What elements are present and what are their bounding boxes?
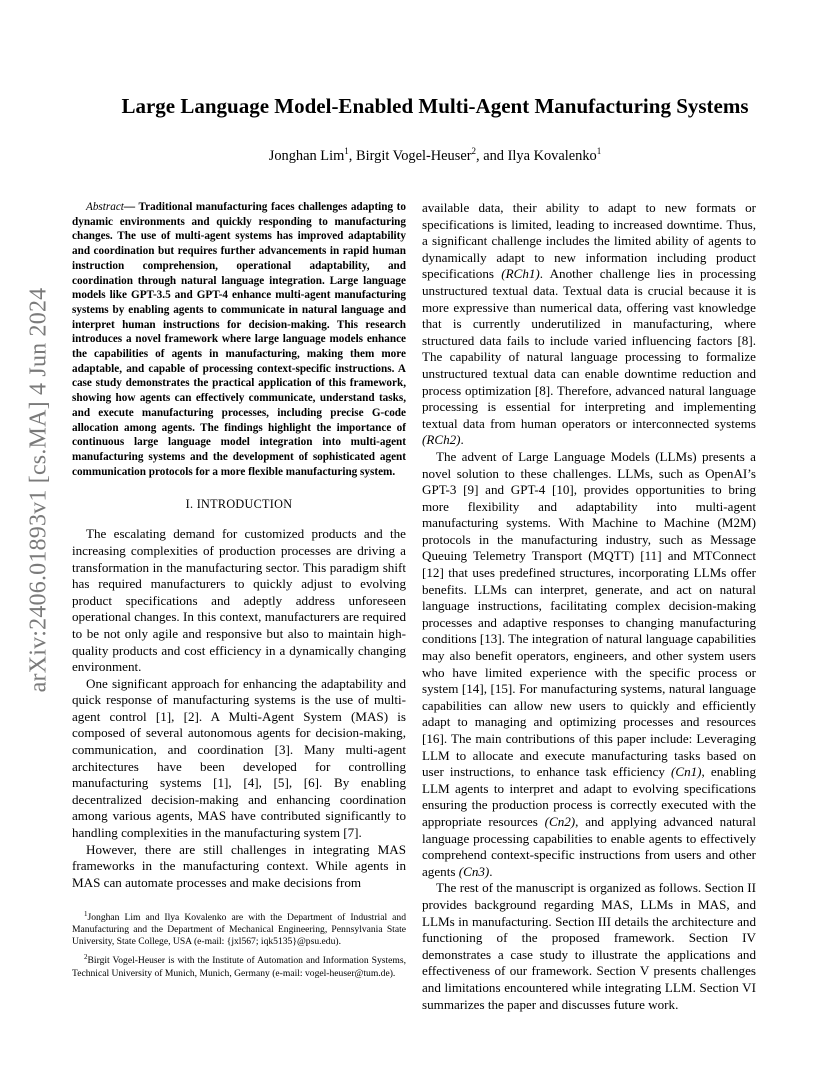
text-run: available data, their ability to adapt to new formats or specifications is limited, leading to increased downtime. Thus, a significant challenge includes the limited ability of agents to dynamically adapt to new information including product specifications [422, 200, 756, 282]
section-title-initial: I [196, 497, 202, 512]
author-name: Jonghan Lim [268, 147, 345, 164]
text-run: , enabling LLM agents to interpret and adapt to evolving specifications ensuring the production process is correctly executed with the appropriate resources [422, 764, 756, 829]
footnote-mark: 2 [84, 953, 88, 962]
text-run: . Another challenge lies in processing unstructured textual data. Textual data is crucial because it is more expressive than numerical data, offering vast knowledge that is currently underutilized in manufacturing, where structured data fails to include varied influencing factors [8]. The capability of natural language processing to formalize unstructured textual data can enable downtime reduction and process optimization [8]. Therefore, advanced natural language processing is essential for interpreting and implementing textual data from human operators or interconnected systems [422, 266, 757, 431]
paragraph: The rest of the manuscript is organized as follows. Section II provides background regarding MAS, LLMs in MAS, and LLMs in manufacturing. Section III details the architecture and functioning of the proposed framework. Section IV demonstrates a case study to illustrate the applications and effectiveness of our framework. Section V presents challenges and limitations encountered while integrating LLM. Section VI summarizes the paper and discusses future work. [422, 880, 756, 1012]
contribution-ref: (Cn3) [458, 863, 490, 879]
right-column [422, 200, 756, 1013]
arxiv-identifier [24, 287, 54, 693]
author-affiliation-mark: 1 [596, 146, 602, 156]
author-name: Birgit Vogel-Heuser [356, 147, 472, 164]
author-affiliation-mark: 1 [344, 146, 349, 156]
section-heading-introduction [72, 497, 406, 512]
abstract-label: Abstract [86, 201, 124, 213]
author-list [70, 146, 800, 165]
paragraph: However, there are still challenges in integrating MAS frameworks in the manufacturing context. While agents in MAS can automate processes and make decisions from [72, 841, 406, 890]
author-separator: , and [476, 147, 508, 164]
paper-title: Large Language Model-Enabled Multi-Agent Manufacturing Systems [121, 94, 749, 118]
footnote [72, 951, 406, 979]
paragraph: One significant approach for enhancing the adaptability and quick response of manufacturing systems is the use of multi-agent control [1], [2]. A Multi-Agent System (MAS) is composed of several autonomous agents for decision-making, communication, and coordination [3]. Many multi-agent architectures have been developed for controlling manufacturing systems [1], [4], [5], [6]. By enabling decentralized decision-making and enhancing coordination among various agents, MAS have contributed significantly to handling complexities in the manufacturing system [7]. [72, 675, 406, 841]
contribution-ref: (Cn1) [670, 764, 702, 780]
author-affiliation-mark: 2 [471, 146, 477, 156]
paragraph [422, 449, 756, 880]
arxiv-identifier-text: arXiv:2406.01893v1 [cs.MA] 4 Jun 2024 [25, 287, 52, 693]
left-column [72, 200, 406, 891]
author-separator: , [348, 147, 356, 164]
paragraph: The escalating demand for customized products and the increasing complexities of production processes are driving a transformation in the manufacturing sector. This paradigm shift has required manufacturers to quickly adjust to evolving product specifications and adeptly address unforeseen operational changes. In this context, manufacturers are required to be not only agile and responsive but also to maintain high-quality products and cost efficiency in a dynamically changing environment. [72, 526, 406, 675]
text-run: The advent of Large Language Models (LLMs) presents a novel solution to these challenges. LLMs, such as OpenAI’s GPT-3 [9] and GPT-4 [10], provides opportunities to bring more flexibility and adaptability into multi-agent manufacturing systems. With Machine to Machine (M2M) protocols in the manufacturing industry, such as Message Queuing Telemetry Transport (MQTT) [11] and MTConnect [12] that uses predefined structures, incorporating LLMs offer benefits. LLMs can interpret, generate, and act on natural language instructions, facilitating complex decision-making processes and adaptive responses to changing manufacturing conditions [13]. The integration of natural language capabilities may also benefit operators, engineers, and other system users who have limited experience with the specific process or system [14], [15]. For manufacturing systems, natural language capabilities can allow new users to quickly and efficiently adapt to managing and optimizing processes and resources [16]. The main contributions of this paper include: Leveraging LLM to allocate and execute manufacturing tasks based on user instructions, to enhance task efficiency [422, 448, 756, 780]
footnote-text: Birgit Vogel-Heuser is with the Institute of Automation and Information Systems, Technical University of Munich, Munich, Germany (e-mail: vogel-heuser@tum.de). [72, 955, 406, 979]
footnote-mark: 1 [84, 910, 88, 918]
challenge-ref: (RCh2) [422, 432, 461, 448]
abstract [72, 200, 406, 479]
paragraph-continued [422, 200, 756, 449]
section-title-rest: NTRODUCTION [201, 497, 293, 512]
footnote-text: Jonghan Lim and Ilya Kovalenko are with the Department of Industrial and Manufacturing and the Department of Mechanical Engineering, Pennsylvania State University, State College, USA (e-mail: {jxl567; iqk5135}@psu.edu). [72, 912, 406, 948]
text-run: . [489, 863, 493, 879]
section-number: I. [185, 497, 197, 512]
contribution-ref: (Cn2) [544, 813, 576, 829]
footnotes [72, 908, 406, 983]
text-run: , and applying advanced natural language processing capabilities to enable agents to effectively comprehend context-specific instructions from users and other agents [422, 813, 756, 879]
abstract-text: Traditional manufacturing faces challenges adapting to dynamic environments and quickly responding to manufacturing changes. The use of multi-agent systems has improved adaptability and coordination but requires further advancements in rapid human instruction comprehension, operational adaptability, and coordination through natural language integration. Large language models like GPT-3.5 and GPT-4 enhance multi-agent manufacturing systems by enabling agents to communicate in natural language and interpret human instructions for decision-making. This research introduces a novel framework where large language models enhance the capabilities of agents in manufacturing, making them more adaptable, and capable of processing context-specific instructions. A case study demonstrates the practical application of this framework, showing how agents can effectively communicate, understand tasks, and execute manufacturing processes, including precise G-code allocation among agents. The findings highlight the importance of continuous large language model integration into multi-agent manufacturing systems and the development of sophisticated agent communication protocols for a more flexible manufacturing system. [72, 201, 406, 478]
text-run: . [460, 432, 464, 448]
footnote [72, 908, 406, 948]
abstract-dash: — [123, 201, 139, 213]
challenge-ref: (RCh1) [501, 266, 540, 282]
author-name: Ilya Kovalenko [507, 147, 597, 164]
